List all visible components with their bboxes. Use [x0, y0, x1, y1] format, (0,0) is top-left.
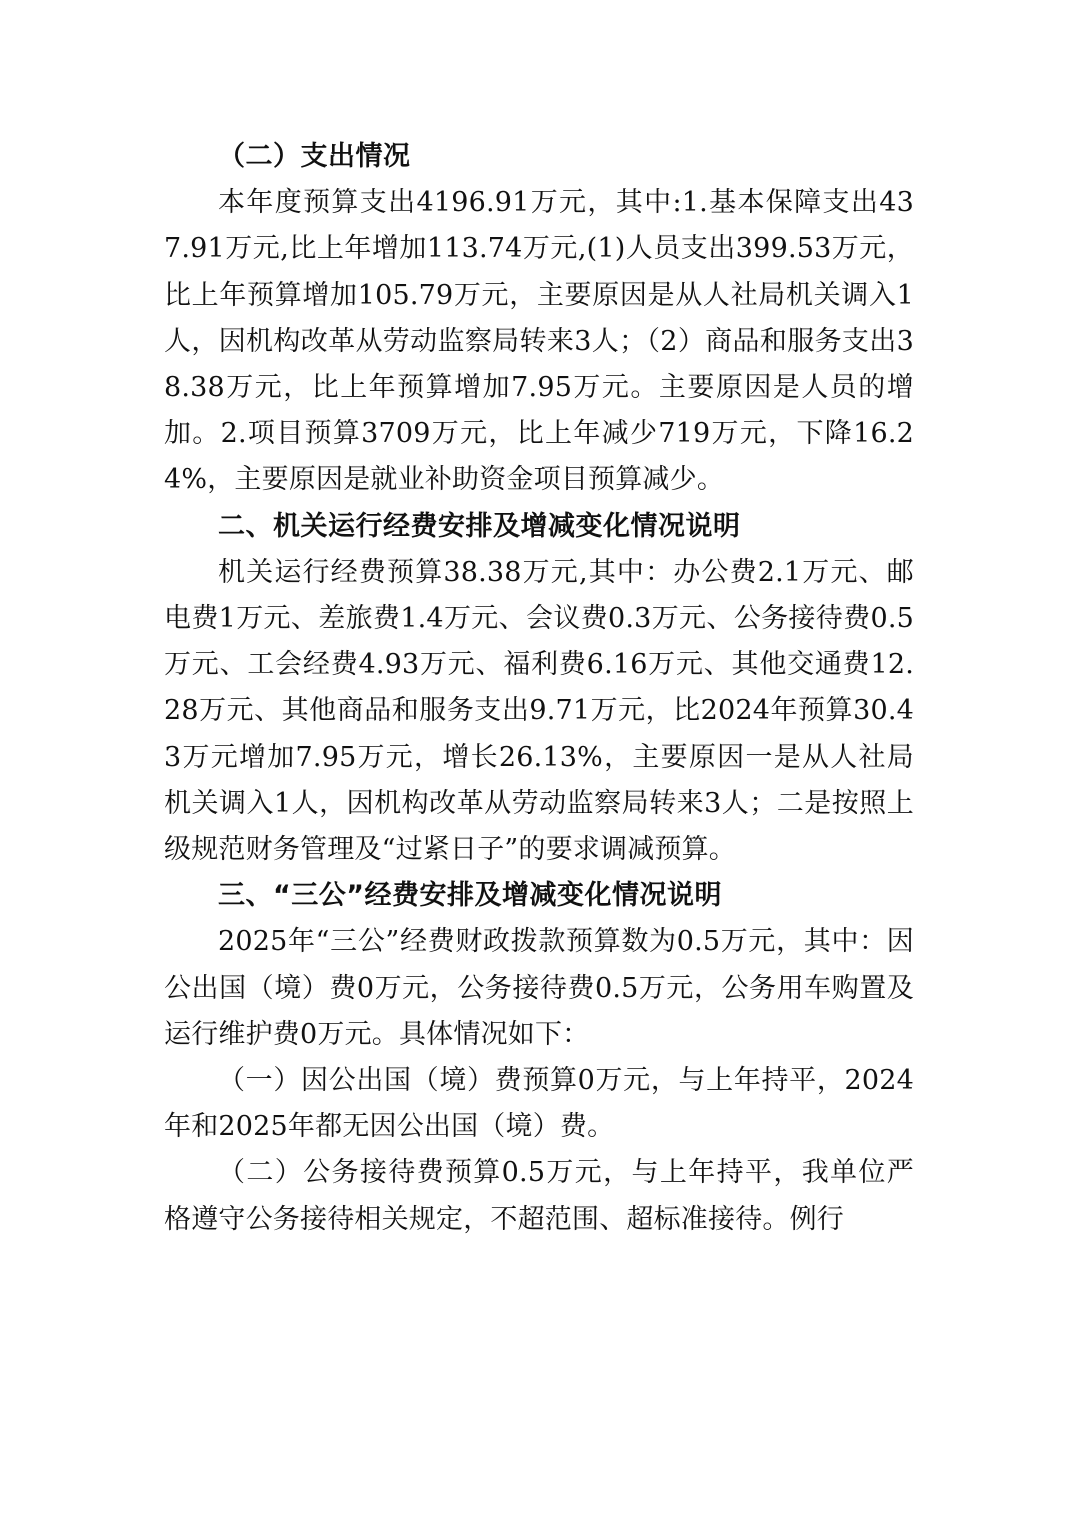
- section-heading-operating-costs: 二、机关运行经费安排及增减变化情况说明: [218, 510, 741, 542]
- paragraph-three-public: 2025年“三公”经费财政拨款预算数为0.5万元，其中：因公出国（境）费0万元，公务接待费0.5万元，公务用车购置及运行维护费0万元。具体情况如下：: [164, 926, 914, 1050]
- paragraph-overseas-travel: （一）因公出国（境）费预算0万元，与上年持平，2024年和2025年都无因公出国（境）费。: [164, 1065, 914, 1143]
- paragraph-reception: （二）公务接待费预算0.5万元，与上年持平，我单位严格遵守公务接待相关规定，不超范围、超标准接待。例行: [164, 1157, 914, 1235]
- paragraph-expenditure: 本年度预算支出4196.91万元，其中:1.基本保障支出437.91万元,比上年增加113.74万元,(1)人员支出399.53万元，比上年预算增加105.79万元，主要原因是从人社局机关调入1人，因机构改革从劳动监察局转来3人；（2）商品和服务支出38.38万元，比上年预算增加7.95万元。主要原因是人员的增加。2.项目预算3709万元，比上年减少719万元，下降16.24%，主要原因是就业补助资金项目预算减少。: [164, 187, 914, 496]
- paragraph-operating-costs: 机关运行经费预算38.38万元,其中：办公费2.1万元、邮电费1万元、差旅费1.4万元、会议费0.3万元、公务接待费0.5万元、工会经费4.93万元、福利费6.16万元、其他交通费12.28万元、其他商品和服务支出9.71万元，比2024年预算30.43万元增加7.95万元，增长26.13%，主要原因一是从人社局机关调入1人，因机构改革从劳动监察局转来3人；二是按照上级规范财务管理及“过紧日子”的要求调减预算。: [164, 556, 914, 866]
- document-body: [164, 134, 914, 1243]
- section-heading-expenditure: （二）支出情况: [218, 141, 411, 172]
- section-heading-three-public: 三、“三公”经费安排及增减变化情况说明: [218, 880, 722, 912]
